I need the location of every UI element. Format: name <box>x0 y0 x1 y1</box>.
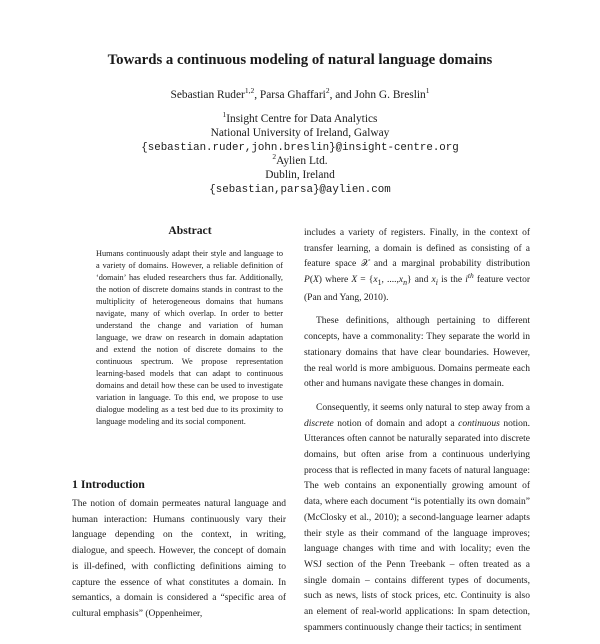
paragraph: Consequently, it seems only natural to step away from a discrete notion of domain and adopt a continuous notion. Utterances often cannot be naturally separated into discrete domains, but often arise from a continuous underlying process that is reflected in many facets of natural language: The web contains an exponentially growing amount of data, where each document “is potentially its own domain” (McClosky et al., 2010); a second-language learner adapts their style as their command of the language improves; language changes with time and with locality; even the WSJ section of the Penn Treebank – often treated as a single domain – contains different types of documents, such as news, lists of stock prices, etc. Continuity is also an element of real-world applications: In spam detection, spammers continuously change their tactics; in sentiment <box>304 402 531 633</box>
authors: Sebastian Ruder$^{1,2}$, Parsa Ghaffari$^2$, and John G. Breslin$^1$ <box>170 86 430 101</box>
email-line: {sebastian,parsa}@aylien.com <box>209 184 391 196</box>
paragraph: The notion of domain permeates natural language and human interaction: Humans continuously vary their language depending on the context, in writing, dialogue, and speech. However, the concept of domain is ill-defined, with conflicting definitions aiming to capture the essence of what constitutes a domain. In semantics, a domain is considered a “specific area of cultural emphasis” (Oppenheimer, <box>72 499 286 619</box>
affiliation-line: Dublin, Ireland <box>265 169 335 181</box>
abstract-heading: Abstract <box>168 224 212 237</box>
introduction-text <box>72 497 286 623</box>
paragraph: These definitions, although pertaining to different concepts, have a commonality: They separate the world in stationary domains that have clear boundaries. However, the real world is more ambiguous. Domains permeate each other and humans navigate these changes in domain. <box>304 316 530 390</box>
abstract-text: Humans continuously adapt their style and language to a variety of domains. However, a reliable definition of ‘domain’ has eluded researchers thus far. Additionally, the notion of discrete domains stands in contrast to the multiplicity of heterogeneous domains that humans navigate, many of which overlap. In order to better understand the change and variation of human language, we draw on research in domain adaptation and extend the notion of discrete domains to the continuous spectrum. We propose representation learning-based models that can adapt to continuous domains and detail how these can be used to investigate variation in language. To this end, we propose to use dialogue modeling as a test bed due to its proximity to language modeling and its social component. <box>96 249 283 426</box>
paragraph: includes a variety of registers. Finally, in the context of transfer learning, a domain is defined as consisting of a feature space 𝒳 and a marginal probability distribution P(X) where $X = \{x_1$, $....,x_n$} and $x_i$ is the $i^{th}$ feature vector (Pan and Yang, 2010). <box>304 228 531 303</box>
affiliation-line: $^1$Insight Centre for Data Analytics <box>222 110 378 125</box>
paper-title: Towards a continuous modeling of natural language domains <box>107 52 493 68</box>
affiliation-line: $^2$Aylien Ltd. <box>272 152 328 167</box>
email-line: {sebastian.ruder,john.breslin}@insight-centre.org <box>141 142 459 154</box>
section-heading-introduction: 1 Introduction <box>72 477 145 491</box>
right-column-text <box>304 226 530 644</box>
affiliation-line: National University of Ireland, Galway <box>210 127 390 139</box>
